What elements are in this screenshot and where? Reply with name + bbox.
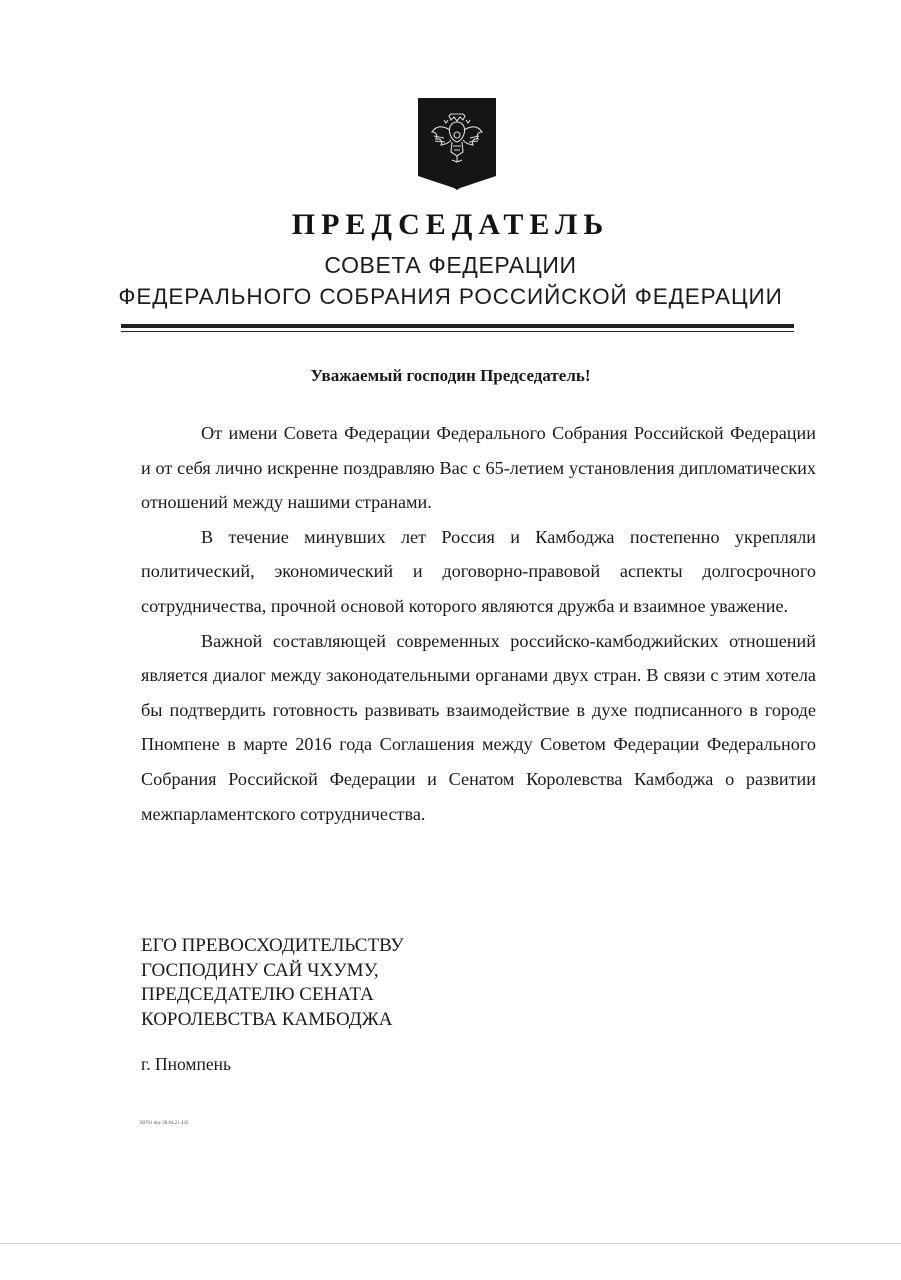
header-divider-thin (121, 331, 794, 332)
page-edge-line (0, 1243, 901, 1244)
coat-of-arms-icon (418, 98, 496, 190)
addressee-line: КОРОЛЕВСТВА КАМБОДЖА (141, 1008, 393, 1030)
addressee-city: г. Пномпень (141, 1054, 231, 1074)
paragraph-2: В течение минувших лет Россия и Камбоджа постепенно укрепляли политический, экономический и договорно-правовой аспекты долгосрочного сотрудничества, прочной основой которого являются дружба и взаимное уважение. (141, 526, 816, 616)
document-reference: 00761 doc 28.04.21 443 (140, 1121, 189, 1126)
letter-body (141, 416, 816, 831)
paragraph-1: От имени Совета Федерации Федерального Собрания Российской Федерации и от себя лично искренне поздравляю Вас с 65-летием установления дипломатических отношений между нашими странами. (141, 423, 816, 513)
salutation: Уважаемый господин Председатель! (310, 366, 591, 385)
addressee-line: ПРЕДСЕДАТЕЛЮ СЕНАТА (141, 984, 374, 1005)
sender-subtitle-line-2: ФЕДЕРАЛЬНОГО СОБРАНИЯ РОССИЙСКОЙ ФЕДЕРАЦИИ (118, 284, 783, 309)
sender-title: ПРЕДСЕДАТЕЛЬ (291, 208, 610, 241)
addressee-line: ГОСПОДИНУ САЙ ЧХУМУ, (141, 959, 379, 981)
sender-subtitle-line-1: СОВЕТА ФЕДЕРАЦИИ (324, 252, 577, 278)
emblem-icon (418, 98, 496, 190)
paragraph-3: Важной составляющей современных российско-камбоджийских отношений является диалог между законодательными органами двух стран. В связи с этим хотела бы подтвердить готовность развивать взаимодействие в духе подписанного в городе Пномпене в марте 2016 года Соглашения между Советом Федерации Федерального Собрания Российской Федерации и Сенатом Королевства Камбоджа о развитии межпарламентского сотрудничества. (141, 630, 816, 824)
header-divider-thick (121, 324, 794, 328)
addressee-block (141, 934, 404, 1032)
addressee-line: ЕГО ПРЕВОСХОДИТЕЛЬСТВУ (141, 935, 404, 956)
